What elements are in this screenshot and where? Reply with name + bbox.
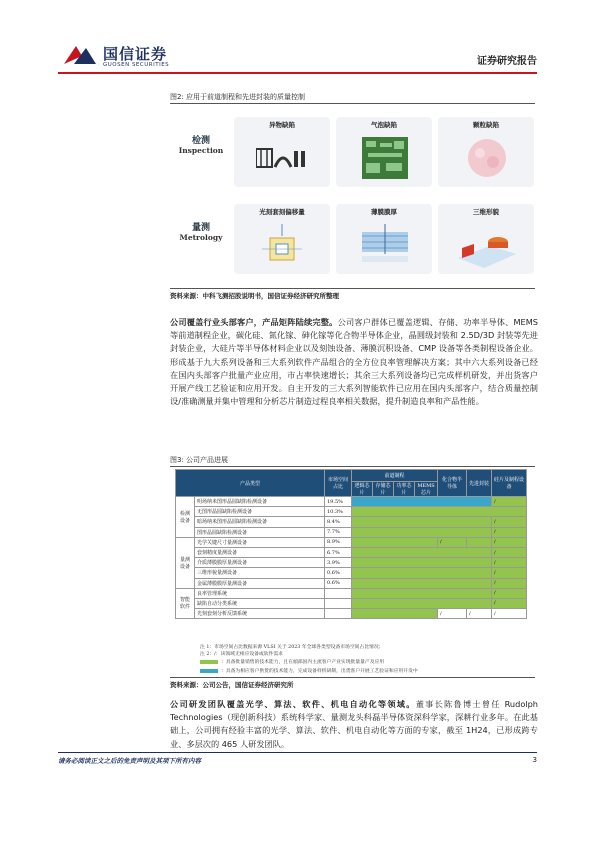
- row-name: 明场纳米图形晶圆缺陷检测设备: [195, 497, 325, 507]
- status-green: [352, 558, 492, 568]
- figure2-bottom-rule: [170, 288, 535, 289]
- paragraph-customers-body: 公司客户群体已覆盖逻辑、存储、功率半导体、MEMS 等前道制程企业，碳化硅、氮化镓、砷化镓等化合物半导体企业，晶圆级封装和 2.5D/3D 封装等先进封装企业，大硅片等半导体材料企业以及刻蚀设备、薄膜沉积设备、CMP 设备等各类制程设备企业。形成基于九大系列设备和三大系列软件产品组合的全方位良率管理解决方案；其中六大系列设备已经在国内头部客户批量产业应用，市占率快速增长；其余三大系列设备均已完成样机研发，并出货客户开展产线工艺验证和应用开发。自主开发的三大系列智能软件已应用在国内头部客户，结合质量控制设/准确测量并集中管理和分析芯片制造过程良率相关数据，提升制造良率和产品性能。: [170, 317, 538, 407]
- status-cell: /: [492, 497, 527, 507]
- row-name: 金属薄膜膜厚量测设备: [195, 578, 325, 588]
- group-inspection: 检测设备: [176, 497, 195, 538]
- status-green: [352, 517, 492, 527]
- row-share: 10.3%: [325, 507, 352, 517]
- row-share: 0.6%: [325, 578, 352, 588]
- figure3-source: 资料来源：公司公告，国信证券经济研究所: [170, 681, 294, 689]
- status-green: [352, 578, 492, 588]
- group-metrology: 量测设备: [176, 537, 195, 588]
- status-green: [352, 568, 492, 578]
- col-market-share: 市场空间占比: [325, 470, 352, 497]
- particle-icon: [466, 137, 508, 179]
- topography-icon: [454, 224, 520, 268]
- legend-green: ：具备批量销售的技术能力，且在頭部国内主流客户产业实现批量量产及应用: [200, 658, 384, 665]
- group-software: 智能软件: [176, 588, 195, 619]
- table-note-1: 注 1：市场空间占比数据来源 VLSI 关于 2023 年全球各类型设备市场空间占比情况；: [200, 645, 384, 650]
- status-cell: /: [438, 609, 467, 619]
- row-name: 光刻套刻分析反馈系统: [195, 609, 325, 619]
- table-row: [176, 517, 527, 527]
- status-green: [352, 547, 492, 557]
- status-cell: /: [492, 578, 527, 588]
- status-green: [352, 507, 527, 517]
- row-share: 6.7%: [325, 547, 352, 557]
- col-logic: 逻辑芯片: [352, 482, 373, 497]
- status-cell: /: [492, 527, 527, 537]
- brand-name: 国信证券: [103, 45, 168, 63]
- card-film-thickness: 薄膜膜厚: [336, 204, 432, 274]
- row-share: 7.7%: [325, 527, 352, 537]
- status-cell: /: [467, 609, 492, 619]
- disclaimer-link[interactable]: 请务必阅读正文之后的免责声明及其项下所有内容: [58, 757, 201, 765]
- table-row: [176, 558, 527, 568]
- table-row: [176, 537, 527, 547]
- table-row: [176, 507, 527, 517]
- paragraph-rd-team: [170, 698, 538, 751]
- legend-blue: ：具备为相应客户供货的技术能力，完成设备样机研制，出货客户开展工艺验证和应用开发中: [200, 667, 418, 674]
- row-name: 套刻精度量测设备: [195, 547, 325, 557]
- col-front-end: 前道制程: [352, 470, 438, 482]
- figure2-title: 图2: 应用于前道制程和先进封装的质量控制: [170, 93, 306, 101]
- figure2-source: 资料来源：中科飞测招股说明书，国信证券经济研究所整理: [170, 292, 339, 300]
- card-particle-defect: 颗粒缺陷: [438, 117, 534, 187]
- legend-blue-swatch: [200, 669, 218, 673]
- status-green: [352, 598, 492, 608]
- status-cell: /: [492, 547, 527, 557]
- figure3-title: 图3: 公司产品进展: [170, 456, 229, 464]
- figure3-bottom-rule: [170, 677, 535, 678]
- table-row: [176, 578, 527, 588]
- table-row: [176, 598, 527, 608]
- figure3-top-rule: [170, 466, 535, 467]
- status-cell: /: [492, 598, 527, 608]
- table-row: [176, 588, 527, 598]
- circuit-board-icon: [362, 137, 408, 179]
- status-cell: /: [492, 568, 527, 578]
- col-compound: 化合物半导体: [438, 470, 467, 497]
- row-name: 介质薄膜膜厚量测设备: [195, 558, 325, 568]
- paragraph-customers: [170, 316, 538, 408]
- row-share: 3.9%: [325, 558, 352, 568]
- status-cell: /: [492, 517, 527, 527]
- row-share: [325, 598, 352, 608]
- figure2-panel: [170, 107, 535, 287]
- inspection-label: 检测 Inspection: [178, 136, 224, 155]
- header-divider: [58, 72, 537, 74]
- paragraph-customers-lead: 公司覆盖行业头部客户，产品矩阵陆续完整。: [170, 317, 338, 327]
- report-type: 证券研究报告: [477, 56, 537, 67]
- row-name: 三维形貌量测设备: [195, 568, 325, 578]
- status-green: [352, 588, 492, 598]
- guosen-logo-icon: [62, 42, 98, 68]
- row-name: 光学关键尺寸量测设备: [195, 537, 325, 547]
- brand-name-en: GUOSEN SECURITIES: [103, 62, 170, 68]
- status-cell: /: [492, 558, 527, 568]
- status-cell: /: [492, 537, 527, 547]
- row-share: 0.6%: [325, 568, 352, 578]
- page-number: 3: [532, 756, 537, 764]
- row-share: 8.9%: [325, 537, 352, 547]
- row-name: 暗场纳米图形晶圆缺陷检测设备: [195, 517, 325, 527]
- status-green: [352, 537, 438, 547]
- film-layer-icon: [356, 224, 414, 268]
- row-name: 良率管理系统: [195, 588, 325, 598]
- col-product-type: 产品类型: [176, 470, 325, 497]
- status-cell: /: [492, 609, 527, 619]
- row-share: [325, 609, 352, 619]
- legend-green-swatch: [200, 660, 218, 664]
- row-share: 19.5%: [325, 497, 352, 507]
- card-3d-topography: 三维形貌: [438, 204, 534, 274]
- footer-divider: [58, 752, 537, 753]
- table-row: [176, 547, 527, 557]
- col-wafer: 硅片及制程设备: [492, 470, 527, 497]
- status-green: [352, 609, 438, 619]
- paragraph-rd-body: 董事长陈鲁博士曾任 Rudolph Technologies（现创新科技）系统科学家、量测龙头科磊半导体资深科学家，深耕行业多年。在此基础上，公司拥有经验丰富的光学、算法、软件、机电自动化等方面的专家，截至 1H24，已形成跨专业、多层次的 465 人研发团队。: [170, 699, 538, 749]
- col-mems: MEMS芯片: [415, 482, 438, 497]
- product-progress-table: [175, 469, 527, 619]
- table-row: [176, 497, 527, 507]
- status-green: [467, 537, 492, 547]
- defect-pattern-icon: [256, 147, 310, 169]
- row-name: 图形晶圆缺陷检测设备: [195, 527, 325, 537]
- paragraph-rd-lead: 公司研发团队覆盖光学、算法、软件、机电自动化等领域。: [170, 699, 416, 709]
- table-row: [176, 527, 527, 537]
- row-name: 无图形晶圆缺陷检测设备: [195, 507, 325, 517]
- table-row: [176, 609, 527, 619]
- card-overlay-offset: 光刻套刻偏移量: [234, 204, 330, 274]
- status-green: [352, 527, 492, 537]
- row-share: [325, 588, 352, 598]
- figure2-top-rule: [170, 103, 535, 104]
- row-name: 缺陷自动分类系统: [195, 598, 325, 608]
- status-cell: /: [438, 537, 467, 547]
- card-bubble-defect: 气泡缺陷: [336, 117, 432, 187]
- overlay-mark-icon: [262, 224, 302, 268]
- col-memory: 存储芯片: [373, 482, 394, 497]
- col-power: 功率芯片: [394, 482, 415, 497]
- col-adv-packaging: 先进封装: [467, 470, 492, 497]
- status-cell: /: [492, 588, 527, 598]
- metrology-label: 量测 Metrology: [179, 223, 223, 242]
- table-note-2: 注 2：/：该领域无相应设备或软件需求: [200, 652, 283, 657]
- card-foreign-defect: 异物缺陷: [234, 117, 330, 187]
- row-share: 8.4%: [325, 517, 352, 527]
- status-blue: [352, 497, 492, 507]
- table-row: [176, 568, 527, 578]
